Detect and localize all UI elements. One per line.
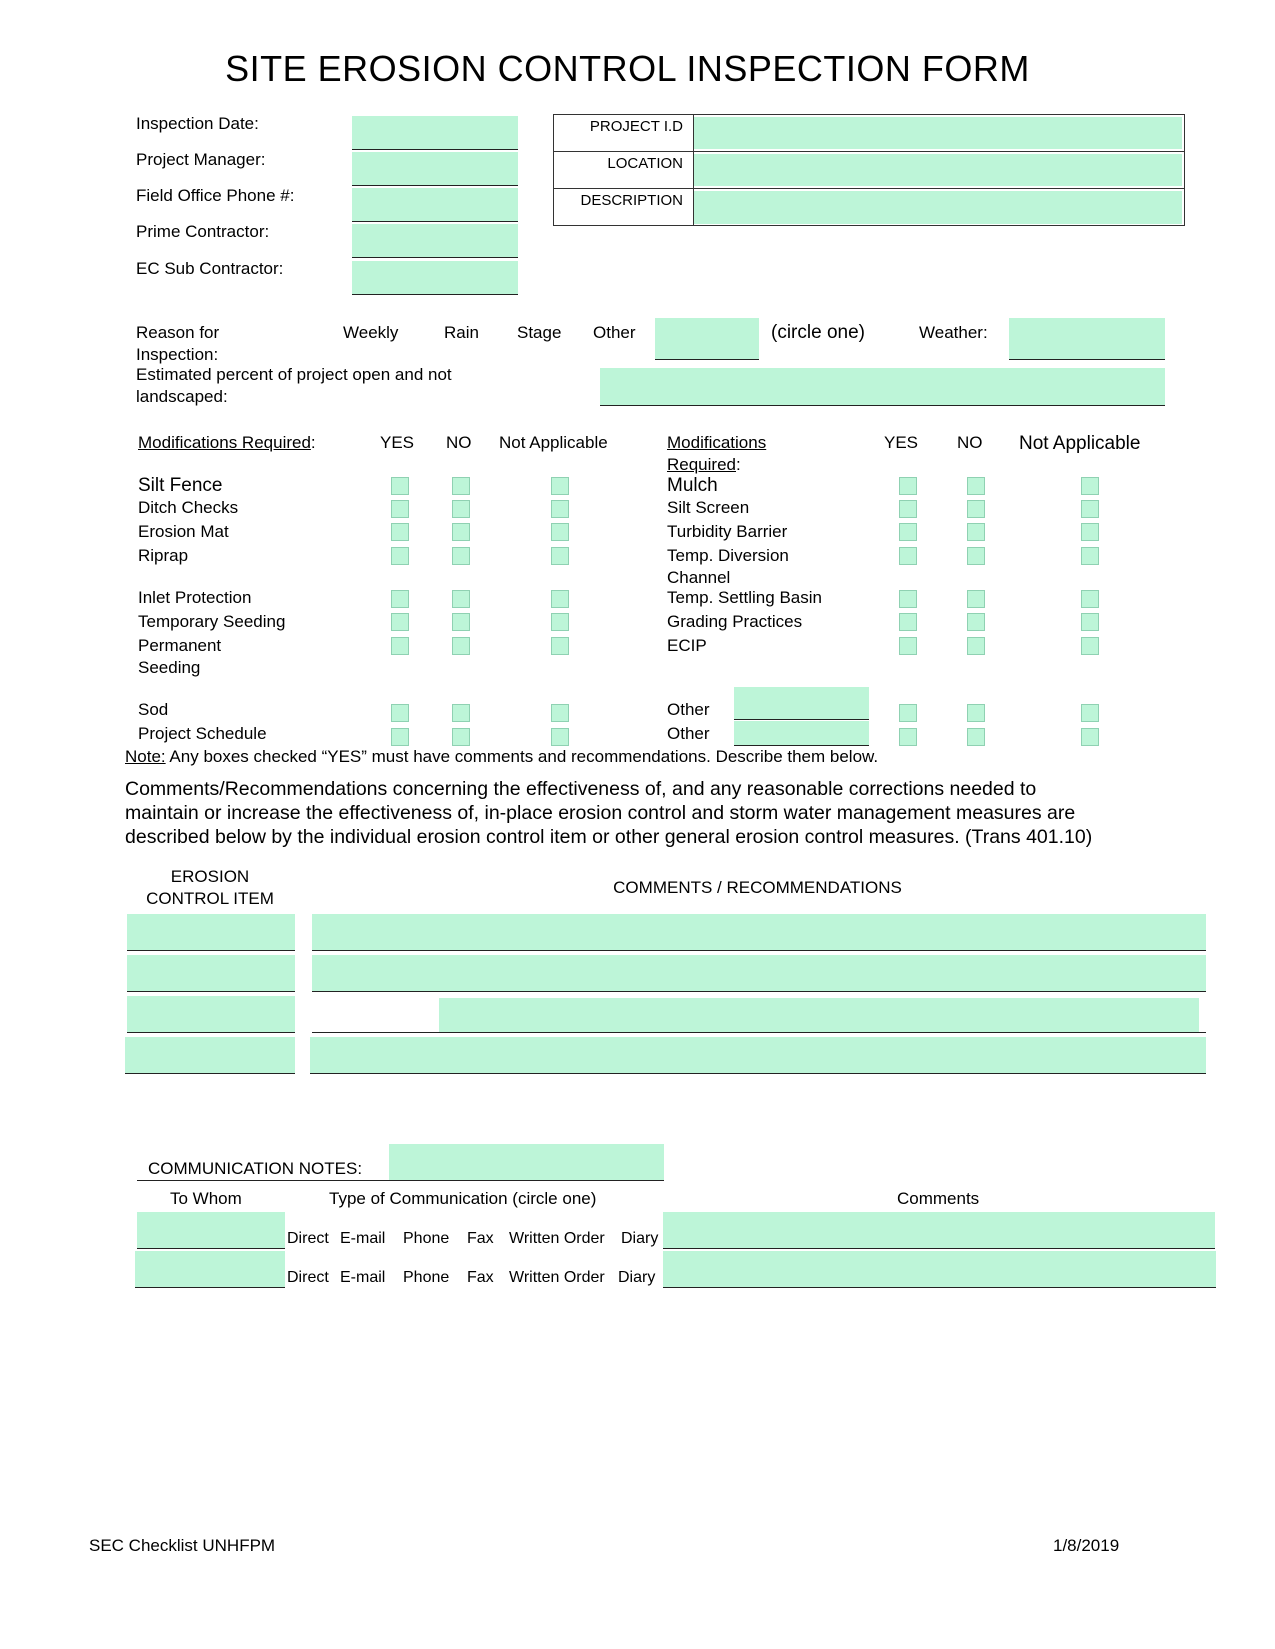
item-mulch: Mulch xyxy=(667,475,718,496)
item-other-1: Other xyxy=(667,700,710,719)
mod-checkbox[interactable] xyxy=(899,704,917,722)
reason-other-field[interactable] xyxy=(655,318,759,360)
reason-other[interactable]: Other xyxy=(593,323,636,342)
communication-notes-label: COMMUNICATION NOTES: xyxy=(148,1159,363,1178)
location-field[interactable] xyxy=(694,154,1182,186)
mods-header-left: Modifications Required: xyxy=(138,433,316,452)
mods-na-header-left: Not Applicable xyxy=(499,433,608,452)
mod-checkbox[interactable] xyxy=(899,500,917,518)
mod-checkbox[interactable] xyxy=(1081,500,1099,518)
project-id-field[interactable] xyxy=(694,117,1182,149)
mod-checkbox[interactable] xyxy=(391,728,409,746)
item-grading-practices: Grading Practices xyxy=(667,612,803,631)
comments-para-line1: Comments/Recommendations concerning the effectiveness of, and any reasonable corrections needed to xyxy=(125,778,1037,800)
communication-comment-field-2[interactable] xyxy=(663,1251,1216,1288)
item-temp-diversion-line2: Channel xyxy=(667,568,731,587)
mods-header-right-line2: Required: xyxy=(667,455,741,474)
erosion-item-header-line1: EROSION xyxy=(170,867,250,886)
mod-checkbox[interactable] xyxy=(551,613,569,631)
comm-type-direct[interactable]: Direct xyxy=(287,1269,329,1286)
item-turbidity-barrier: Turbidity Barrier xyxy=(667,522,788,541)
communication-comment-field-1[interactable] xyxy=(663,1212,1215,1249)
mod-checkbox[interactable] xyxy=(551,704,569,722)
mod-checkbox[interactable] xyxy=(1081,590,1099,608)
mods-yes-header-left: YES xyxy=(380,433,415,452)
comm-type-phone[interactable]: Phone xyxy=(403,1230,450,1247)
mod-checkbox[interactable] xyxy=(967,500,985,518)
mod-checkbox[interactable] xyxy=(967,728,985,746)
mod-checkbox[interactable] xyxy=(391,523,409,541)
comm-type-diary[interactable]: Diary xyxy=(618,1269,656,1286)
comm-type-email[interactable]: E-mail xyxy=(340,1230,386,1247)
mod-checkbox[interactable] xyxy=(1081,477,1099,495)
mod-checkbox[interactable] xyxy=(551,590,569,608)
weather-label: Weather: xyxy=(919,323,988,342)
item-project-schedule: Project Schedule xyxy=(138,724,267,743)
prime-contractor-label: Prime Contractor: xyxy=(136,222,270,241)
reason-label-line2: Inspection: xyxy=(136,345,219,364)
comments-para-line2: maintain or increase the effectiveness of, in-place erosion control and storm water management measures are xyxy=(125,802,1076,824)
comm-type-fax[interactable]: Fax xyxy=(467,1269,494,1286)
mod-checkbox[interactable] xyxy=(452,547,470,565)
mod-checkbox[interactable] xyxy=(551,500,569,518)
mod-checkbox[interactable] xyxy=(391,704,409,722)
mod-checkbox[interactable] xyxy=(452,590,470,608)
erosion-item-field-1[interactable] xyxy=(127,914,295,951)
item-sod: Sod xyxy=(138,700,169,719)
mod-checkbox[interactable] xyxy=(452,613,470,631)
comment-field-1[interactable] xyxy=(312,914,1206,951)
field-office-phone-label: Field Office Phone #: xyxy=(136,186,295,205)
item-riprap: Riprap xyxy=(138,546,189,565)
to-whom-field-2[interactable] xyxy=(135,1251,285,1288)
comm-type-direct[interactable]: Direct xyxy=(287,1230,329,1247)
comments-para-line3: described below by the individual erosion control item or other general erosion control measures. (Trans 401.10) xyxy=(125,826,1093,848)
inspection-date-label: Inspection Date: xyxy=(136,114,259,133)
mod-checkbox[interactable] xyxy=(967,637,985,655)
mod-checkbox[interactable] xyxy=(391,637,409,655)
project-manager-field[interactable] xyxy=(352,152,518,186)
ec-sub-contractor-field[interactable] xyxy=(352,261,518,295)
mod-checkbox[interactable] xyxy=(551,523,569,541)
project-id-label: PROJECT I.D xyxy=(554,115,694,151)
item-permanent-seeding-line2: Seeding xyxy=(138,658,201,677)
mod-checkbox[interactable] xyxy=(452,500,470,518)
item-silt-fence: Silt Fence xyxy=(138,475,223,496)
description-label: DESCRIPTION xyxy=(554,189,694,226)
item-temp-diversion-line1: Temp. Diversion xyxy=(667,546,789,565)
comment-field-2[interactable] xyxy=(312,955,1206,992)
comm-type-diary[interactable]: Diary xyxy=(621,1230,659,1247)
mod-checkbox[interactable] xyxy=(899,613,917,631)
mods-yes-header-right: YES xyxy=(884,433,919,452)
percent-label-line1: Estimated percent of project open and not xyxy=(136,365,452,384)
item-inlet-protection: Inlet Protection xyxy=(138,588,252,607)
note-line: Note: Any boxes checked “YES” must have comments and recommendations. Describe them below. xyxy=(125,747,879,766)
comment-field-3[interactable] xyxy=(439,998,1199,1032)
mod-checkbox[interactable] xyxy=(1081,704,1099,722)
mod-checkbox[interactable] xyxy=(899,590,917,608)
erosion-item-header-line2: CONTROL ITEM xyxy=(146,889,274,908)
mod-checkbox[interactable] xyxy=(899,728,917,746)
mod-checkbox[interactable] xyxy=(391,590,409,608)
mod-checkbox[interactable] xyxy=(967,547,985,565)
mods-na-header-right: Not Applicable xyxy=(1019,433,1141,454)
reason-rain[interactable]: Rain xyxy=(444,323,479,342)
page-title: SITE EROSION CONTROL INSPECTION FORM xyxy=(225,48,1030,89)
item-temporary-seeding: Temporary Seeding xyxy=(138,612,286,631)
communication-notes-field[interactable] xyxy=(389,1144,664,1180)
mod-checkbox[interactable] xyxy=(899,523,917,541)
circle-one-note: (circle one) xyxy=(771,322,865,343)
comments-recommendations-header: COMMENTS / RECOMMENDATIONS xyxy=(613,878,902,897)
inspection-date-field[interactable] xyxy=(352,116,518,150)
communication-comments-header: Comments xyxy=(897,1189,980,1208)
mod-checkbox[interactable] xyxy=(391,477,409,495)
mod-checkbox[interactable] xyxy=(551,728,569,746)
reason-label-line1: Reason for xyxy=(136,323,220,342)
item-temp-settling-basin: Temp. Settling Basin xyxy=(667,588,822,607)
mod-checkbox[interactable] xyxy=(551,637,569,655)
comm-type-phone[interactable]: Phone xyxy=(403,1269,450,1286)
mod-checkbox[interactable] xyxy=(1081,547,1099,565)
to-whom-header: To Whom xyxy=(170,1189,242,1208)
mod-checkbox[interactable] xyxy=(1081,523,1099,541)
prime-contractor-field[interactable] xyxy=(352,224,518,258)
comm-type-fax[interactable]: Fax xyxy=(467,1230,494,1247)
field-office-phone-field[interactable] xyxy=(352,188,518,222)
percent-open-field[interactable] xyxy=(600,368,1165,406)
item-other-2-field[interactable] xyxy=(734,721,869,746)
mod-checkbox[interactable] xyxy=(1081,613,1099,631)
mods-no-header-left: NO xyxy=(446,433,472,452)
comment-field-4[interactable] xyxy=(310,1037,1206,1074)
mod-checkbox[interactable] xyxy=(452,704,470,722)
mod-checkbox[interactable] xyxy=(967,704,985,722)
mod-checkbox[interactable] xyxy=(967,523,985,541)
mod-checkbox[interactable] xyxy=(967,613,985,631)
mod-checkbox[interactable] xyxy=(899,637,917,655)
mod-checkbox[interactable] xyxy=(1081,637,1099,655)
mod-checkbox[interactable] xyxy=(391,547,409,565)
mod-checkbox[interactable] xyxy=(452,637,470,655)
mod-checkbox[interactable] xyxy=(551,477,569,495)
reason-weekly[interactable]: Weekly xyxy=(343,323,399,342)
mods-header-right-line1: Modifications xyxy=(667,433,767,452)
mod-checkbox[interactable] xyxy=(899,547,917,565)
mod-checkbox[interactable] xyxy=(452,523,470,541)
project-manager-label: Project Manager: xyxy=(136,150,266,169)
erosion-item-field-3[interactable] xyxy=(127,996,295,1033)
footer-left: SEC Checklist UNHFPM xyxy=(89,1536,276,1555)
communication-type-header: Type of Communication (circle one) xyxy=(329,1189,597,1208)
ec-sub-contractor-label: EC Sub Contractor: xyxy=(136,259,284,278)
mod-checkbox[interactable] xyxy=(967,477,985,495)
mod-checkbox[interactable] xyxy=(391,613,409,631)
mod-checkbox[interactable] xyxy=(452,477,470,495)
location-label: LOCATION xyxy=(554,152,694,188)
comm-type-written-order[interactable]: Written Order xyxy=(509,1230,605,1247)
description-field[interactable] xyxy=(694,191,1182,224)
item-ecip: ECIP xyxy=(667,636,707,655)
to-whom-field-1[interactable] xyxy=(137,1212,285,1249)
mod-checkbox[interactable] xyxy=(391,500,409,518)
mod-checkbox[interactable] xyxy=(967,590,985,608)
percent-label-line2: landscaped: xyxy=(136,387,228,406)
item-permanent-seeding-line1: Permanent xyxy=(138,636,222,655)
weather-field[interactable] xyxy=(1009,318,1165,360)
item-other-2: Other xyxy=(667,724,710,743)
mods-no-header-right: NO xyxy=(957,433,983,452)
project-info-box xyxy=(553,114,1185,226)
erosion-item-field-4[interactable] xyxy=(125,1037,295,1074)
reason-stage[interactable]: Stage xyxy=(517,323,562,342)
item-other-1-field[interactable] xyxy=(734,687,869,720)
mod-checkbox[interactable] xyxy=(452,728,470,746)
mod-checkbox[interactable] xyxy=(551,547,569,565)
item-ditch-checks: Ditch Checks xyxy=(138,498,239,517)
comm-type-written-order[interactable]: Written Order xyxy=(509,1269,605,1286)
comm-type-email[interactable]: E-mail xyxy=(340,1269,386,1286)
footer-date: 1/8/2019 xyxy=(1053,1536,1120,1555)
erosion-item-field-2[interactable] xyxy=(127,955,295,992)
comment-row-3-underline xyxy=(312,1032,1206,1033)
item-erosion-mat: Erosion Mat xyxy=(138,522,229,541)
mod-checkbox[interactable] xyxy=(1081,728,1099,746)
mod-checkbox[interactable] xyxy=(899,477,917,495)
item-silt-screen: Silt Screen xyxy=(667,498,750,517)
communication-notes-underline xyxy=(137,1180,664,1181)
